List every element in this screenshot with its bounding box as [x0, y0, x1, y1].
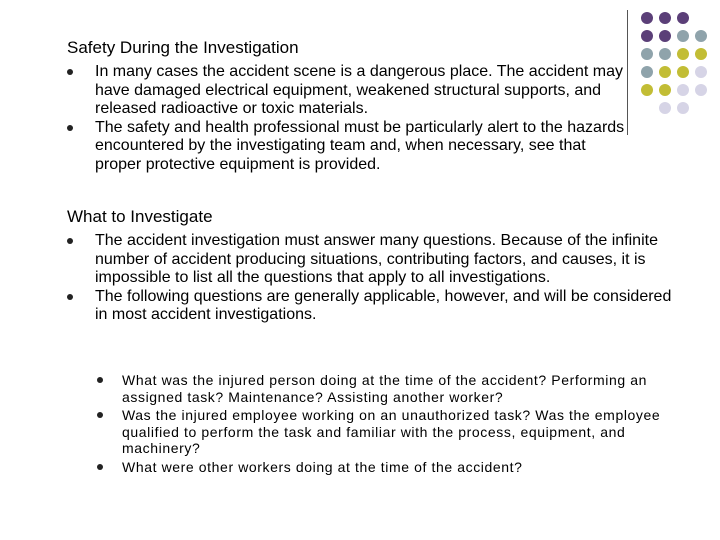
list-item: What was the injured person doing at the time of the accident? Performing an assigned task? Maintenance? Assisting another worker? — [95, 372, 665, 405]
bullet-icon — [67, 125, 73, 131]
investigate-bullet-list — [67, 232, 682, 325]
bullet-icon — [97, 464, 103, 470]
dot — [659, 30, 671, 42]
list-item: What were other workers doing at the time of the accident? — [95, 459, 665, 476]
bullet-icon — [67, 294, 73, 300]
dot — [659, 66, 671, 78]
dot — [677, 102, 689, 114]
list-item: In many cases the accident scene is a dangerous place. The accident may have damaged electrical equipment, weakened structural supports, and released radioactive or toxic materials. — [67, 63, 627, 119]
list-item: The safety and health professional must be particularly alert to the hazards encountered by the investigating team and, when necessary, see that proper protective equipment is provided. — [67, 119, 627, 175]
safety-bullet-list — [67, 63, 627, 174]
decorative-dot-grid — [639, 10, 715, 120]
list-item: The following questions are generally applicable, however, and will be considered in most accident investigations. — [67, 288, 682, 325]
dot — [677, 48, 689, 60]
dot — [659, 84, 671, 96]
section-title-what-to-investigate: What to Investigate — [67, 207, 213, 226]
bullet-icon — [97, 377, 103, 383]
dot — [659, 48, 671, 60]
dot — [695, 30, 707, 42]
dot — [641, 66, 653, 78]
dot — [677, 84, 689, 96]
list-item: The accident investigation must answer many questions. Because of the infinite number of accident producing situations, contributing factors, and causes, it is impossible to list all the questions that apply to all investigations. — [67, 232, 682, 288]
dot — [641, 30, 653, 42]
dot — [641, 48, 653, 60]
dot — [677, 30, 689, 42]
dot — [659, 102, 671, 114]
dot — [677, 66, 689, 78]
section-title-safety: Safety During the Investigation — [67, 38, 299, 57]
dot — [695, 84, 707, 96]
bullet-icon — [97, 412, 103, 418]
dot — [695, 66, 707, 78]
dot — [677, 12, 689, 24]
question-sub-list — [95, 372, 665, 477]
decorative-divider — [627, 10, 628, 135]
list-item: Was the injured employee working on an unauthorized task? Was the employee qualified to perform the task and familiar with the process, equipment, and machinery? — [95, 407, 665, 457]
dot — [695, 48, 707, 60]
bullet-icon — [67, 238, 73, 244]
dot — [659, 12, 671, 24]
dot — [641, 84, 653, 96]
bullet-icon — [67, 69, 73, 75]
dot — [641, 12, 653, 24]
